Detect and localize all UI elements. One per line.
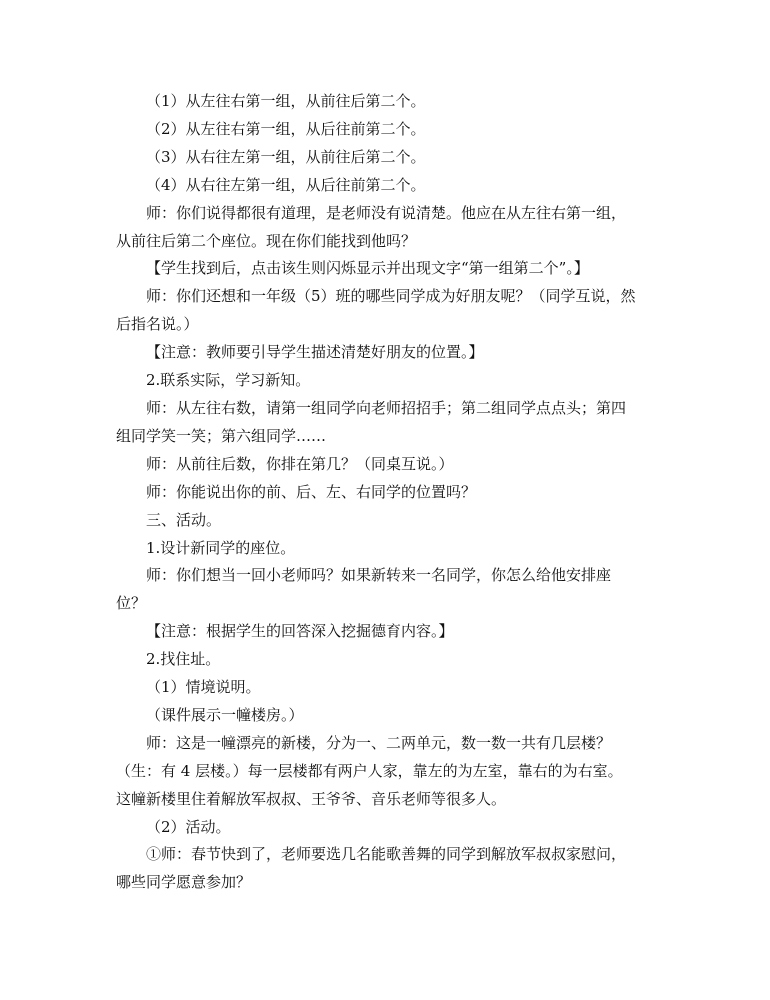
text-line: 位？: [116, 594, 147, 613]
text-line: （1）情境说明。: [146, 678, 261, 697]
text-line: 三、活动。: [146, 510, 222, 529]
paragraph: [116, 479, 656, 507]
text-line: （2）从左往右第一组，从后往前第二个。: [146, 119, 426, 138]
text-line: 师：这是一幢漂亮的新楼，分为一、二两单元，数一数一共有几层楼？: [146, 733, 612, 752]
paragraph: [116, 841, 656, 897]
text-line: （4）从右往左第一组，从后往前第二个。: [146, 175, 426, 194]
paragraph: [116, 255, 656, 283]
paragraph: [116, 88, 656, 116]
text-line: 从前往后第二个座位。现在你们能找到他吗？: [116, 231, 417, 250]
paragraph: [116, 367, 656, 395]
paragraph: [116, 451, 656, 479]
text-line: 这幢新楼里住着解放军叔叔、王爷爷、音乐老师等很多人。: [116, 789, 507, 808]
text-line: 2.找住址。: [146, 650, 221, 669]
text-line: （课件展示一幢楼房。）: [146, 705, 304, 724]
text-line: 师：你们想当一回小老师吗？如果新转来一名同学，你怎么给他安排座: [146, 566, 612, 585]
text-line: 组同学笑一笑；第六组同学……: [116, 426, 327, 445]
text-line: ①师：春节快到了，老师要选几名能歌善舞的同学到解放军叔叔家慰问，: [146, 845, 627, 864]
paragraph: [116, 535, 656, 563]
paragraph: [116, 702, 656, 730]
paragraph: [116, 562, 656, 618]
paragraph: [116, 674, 656, 702]
text-line: （生：有 4 层楼。）每一层楼都有两户人家，靠左的为左室，靠右的为右室。: [116, 761, 623, 780]
text-line: 师：你能说出你的前、后、左、右同学的位置吗？: [146, 482, 477, 501]
paragraph: [116, 730, 656, 814]
text-line: （2）活动。: [146, 817, 231, 836]
text-line: （3）从右往左第一组，从前往后第二个。: [146, 147, 426, 166]
text-line: 哪些同学愿意参加？: [116, 873, 252, 892]
text-line: 师：从前往后数，你排在第几？（同桌互说。）: [146, 454, 454, 473]
document-body: [116, 88, 656, 897]
text-line: 师：从左往右数，请第一组同学向老师招招手；第二组同学点点头；第四: [146, 398, 627, 417]
paragraph: [116, 507, 656, 535]
text-line: 2.联系实际，学习新知。: [146, 371, 311, 390]
paragraph: [116, 646, 656, 674]
paragraph: [116, 618, 656, 646]
text-line: 师：你们还想和一年级（5）班的哪些同学成为好朋友呢？（同学互说，然: [146, 287, 636, 306]
text-line: 【注意：教师要引导学生描述清楚好朋友的位置。】: [146, 343, 484, 362]
text-line: 【注意：根据学生的回答深入挖掘德育内容。】: [146, 622, 454, 641]
text-line: 【学生找到后，点击该生则闪烁显示并出现文字“第一组第二个”。】: [146, 259, 589, 278]
paragraph: [116, 116, 656, 144]
text-line: 1.设计新同学的座位。: [146, 538, 296, 557]
text-line: 师：你们说得都很有道理，是老师没有说清楚。他应在从左往右第一组，: [146, 203, 627, 222]
paragraph: [116, 395, 656, 451]
paragraph: [116, 200, 656, 256]
paragraph: [116, 283, 656, 339]
text-line: （1）从左往右第一组，从前往后第二个。: [146, 92, 426, 110]
paragraph: [116, 339, 656, 367]
paragraph: [116, 144, 656, 172]
paragraph: [116, 814, 656, 842]
paragraph: [116, 172, 656, 200]
text-line: 后指名说。）: [116, 315, 199, 334]
